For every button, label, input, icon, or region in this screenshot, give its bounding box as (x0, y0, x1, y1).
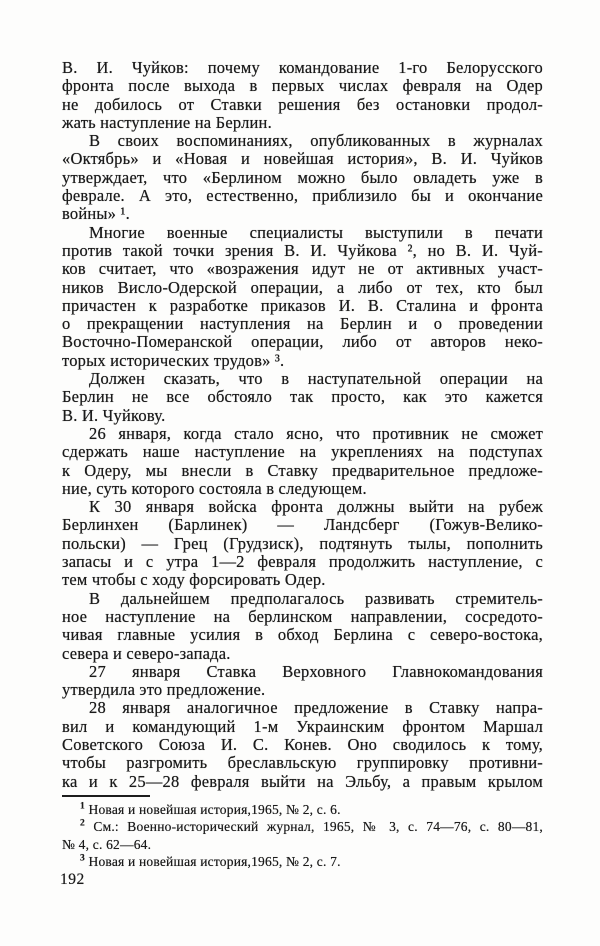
footnote-marker: 3 (80, 853, 85, 864)
paragraph (62, 370, 543, 425)
body-line: вил и командующий 1-м Украинским фронтом Маршал (62, 716, 543, 736)
body-line: Должен сказать, что в наступательной операции на (89, 369, 543, 389)
footnote-marker: 1 (80, 801, 85, 812)
body-line: причастен к разработке приказов И. В. Сталина и фронта (62, 295, 543, 315)
body-line: утвердила это предложение. (62, 680, 266, 700)
paragraph (62, 498, 543, 589)
body-line: чтобы разгромить бреславльскую группировку противни- (62, 753, 543, 773)
footnote-line: $^1$ Новая и новейшая история,1965, № 2, с. 6. (80, 801, 341, 817)
paragraph (62, 224, 543, 370)
footnote-line: $^2$ См.: Военно-исторический журнал, 1965, № 3, с. 74—76, с. 80—81, (80, 818, 543, 835)
body-line: ков считает, что «возражения идут не от активных участ- (62, 259, 543, 279)
body-line: жать наступление на Берлин. (62, 112, 272, 132)
body-line: В своих воспоминаниях, опубликованных в журналах (89, 131, 543, 151)
body-line: фронта после выхода в первых числах февраля на Одер (62, 76, 543, 96)
page-number: 192 (60, 871, 85, 888)
body-line: В. И. Чуйков: почему командование 1-го Белорусского (62, 58, 543, 77)
body-text (62, 59, 543, 791)
paragraph (62, 699, 543, 790)
body-line: сдержать наше наступление на укреплениях на подступах (62, 442, 543, 462)
body-line: феврале. А это, естественно, приблизило бы и окончание (62, 186, 543, 206)
body-line: ние, суть которого состояла в следующем. (62, 478, 367, 498)
footnote-line: № 4, с. 62—64. (62, 836, 152, 852)
body-line: о прекращении наступления на Берлин и о проведении (62, 314, 543, 334)
body-line: чивая главные усилия в обход Берлина с северо-востока, (62, 625, 543, 645)
body-line: запасы и с утра 1—2 февраля продолжить наступление, с (62, 552, 543, 572)
body-line: Многие военные специалисты выступили в печати (89, 222, 543, 242)
paragraph (62, 59, 543, 132)
body-line: против такой точки зрения В. И. Чуйкова ², но В. И. Чуй- (62, 240, 543, 260)
body-line: торых исторических трудов» ³. (62, 350, 285, 370)
body-line: войны» ¹. (62, 204, 130, 224)
body-line: Советского Союза И. С. Конев. Оно сводилось к тому, (62, 734, 543, 754)
body-line: Берлин не все обстояло так просто, как это кажется (62, 387, 543, 407)
body-line: К 30 января войска фронта должны выйти на рубеж (89, 497, 543, 517)
body-line: Восточно-Померанской операции, либо от авторов неко- (62, 332, 543, 352)
body-line: утверждает, что «Берлином можно было овладеть уже в (62, 167, 543, 187)
body-line: польски) — Грец (Грудзиск), подтянуть тылы, пополнить (62, 533, 543, 553)
body-line: 26 января, когда стало ясно, что противник не сможет (89, 423, 543, 443)
body-line: 28 января аналогичное предложение в Ставку напра- (89, 698, 543, 718)
body-line: к Одеру, мы внесли в Ставку предварительное предложе- (62, 460, 543, 480)
footnotes-section (62, 795, 543, 871)
body-line: 27 января Ставка Верховного Главнокомандования (89, 661, 543, 681)
body-line: Берлинхен (Барлинек) — Ландсберг (Гожув-Велико- (62, 515, 543, 535)
body-line: «Октябрь» и «Новая и новейшая история», В. И. Чуйков (62, 149, 543, 169)
footnote-marker: 2 (80, 818, 85, 829)
footnote-rule (62, 795, 150, 797)
paragraph (62, 590, 543, 663)
body-line: В. И. Чуйкову. (62, 405, 166, 425)
body-line: ка и к 25—28 февраля выйти на Эльбу, а правым крылом (62, 771, 543, 791)
body-line: севера и северо-запада. (62, 643, 231, 663)
body-line: В дальнейшем предполагалось развивать стремитель- (89, 588, 543, 608)
body-line: ников Висло-Одерской операции, а либо от тех, кто был (62, 277, 543, 297)
body-line: тем чтобы с ходу форсировать Одер. (62, 570, 326, 590)
paragraph (62, 425, 543, 498)
footnote-list (62, 801, 543, 871)
body-line: не добилось от Ставки решения без остановки продол- (62, 94, 543, 114)
footnote-line: $^3$ Новая и новейшая история,1965, № 2, с. 7. (80, 853, 341, 870)
paragraph (62, 663, 543, 700)
paragraph (62, 132, 543, 223)
body-line: ное наступление на берлинском направлении, сосредото- (62, 606, 543, 626)
